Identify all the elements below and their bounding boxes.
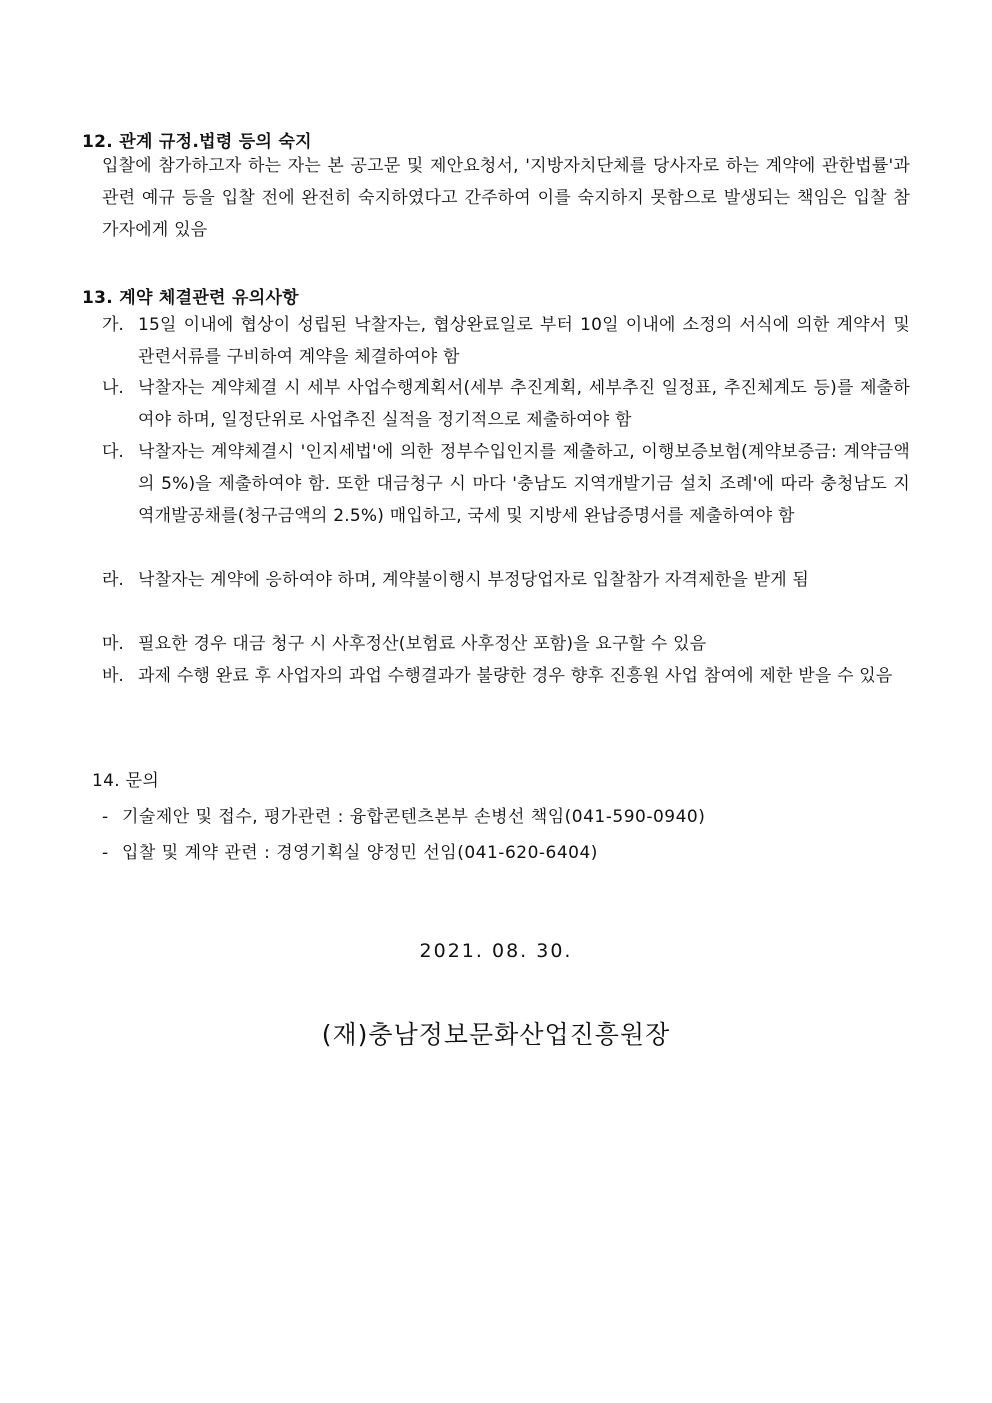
item-marker: 바. — [102, 666, 124, 686]
item-text: 15일 이내에 협상이 성립된 낙찰자는, 협상완료일로 부터 10일 이내에 소정의 서식에 의한 계약서 및 관련서류를 구비하여 계약을 체결하여야 함 — [138, 315, 910, 367]
contact-line-technical — [102, 802, 705, 827]
item-marker: 가. — [102, 315, 124, 335]
item-marker: 라. — [102, 570, 124, 590]
item-text: 과제 수행 완료 후 사업자의 과업 수행결과가 불량한 경우 향후 진흥원 사업 참여에 제한 받을 수 있음 — [138, 666, 893, 686]
section-14-title: 14. 문의 — [92, 771, 160, 791]
item-marker: 나. — [102, 378, 124, 398]
contact-dash: - — [102, 807, 109, 827]
section-13-item-ra — [102, 564, 910, 596]
item-text: 필요한 경우 대금 청구 시 사후정산(보험료 사후정산 포함)을 요구할 수 있음 — [138, 634, 707, 654]
contact-line-contract — [102, 838, 598, 863]
section-13-item-na — [102, 372, 910, 436]
item-marker: 마. — [102, 634, 124, 654]
issuing-organization: (재)충남정보문화산업진흥원장 — [321, 1020, 671, 1049]
item-marker: 다. — [102, 442, 124, 462]
contact-dash: - — [102, 843, 109, 863]
item-text: 낙찰자는 계약체결시 '인지세법'에 의한 정부수입인지를 제출하고, 이행보증보험(계약보증금: 계약금액의 5%)을 제출하여야 함. 또한 대금청구 시 마다 '충남도 지역개발기금 설치 조례'에 따라 충청남도 지역개발공채를(청구금액의 2.5%) 매입하고, 국세 및 지방세 완납증명서를 제출하여야 함 — [138, 442, 910, 526]
section-13-item-ba — [102, 660, 910, 692]
section-13-title: 13. 계약 체결관련 유의사항 — [82, 288, 299, 308]
contact-text: 입찰 및 계약 관련 : 경영기획실 양정민 선임(041-620-6404) — [122, 843, 598, 863]
contact-text: 기술제안 및 접수, 평가관련 : 융합콘텐츠본부 손병선 책임(041-590-0940) — [122, 807, 706, 827]
document-date: 2021. 08. 30. — [419, 940, 573, 962]
section-13-item-da — [102, 436, 910, 532]
section-12-title: 12. 관계 규정.법령 등의 숙지 — [82, 132, 312, 152]
section-13-item-ma — [102, 628, 910, 660]
section-12-body: 입찰에 참가하고자 하는 자는 본 공고문 및 제안요청서, '지방자치단체를 당사자로 하는 계약에 관한법률'과 관련 예규 등을 입찰 전에 완전히 숙지하였다고 간주하여 이를 숙지하지 못함으로 발생되는 책임은 입찰 참가자에게 있음 — [102, 156, 910, 240]
section-13-item-ga — [102, 309, 910, 373]
item-text: 낙찰자는 계약체결 시 세부 사업수행계획서(세부 추진계획, 세부추진 일정표, 추진체계도 등)를 제출하여야 하며, 일정단위로 사업추진 실적을 정기적으로 제출하여야 함 — [138, 378, 910, 430]
item-text: 낙찰자는 계약에 응하여야 하며, 계약불이행시 부정당업자로 입찰참가 자격제한을 받게 됨 — [138, 570, 810, 590]
